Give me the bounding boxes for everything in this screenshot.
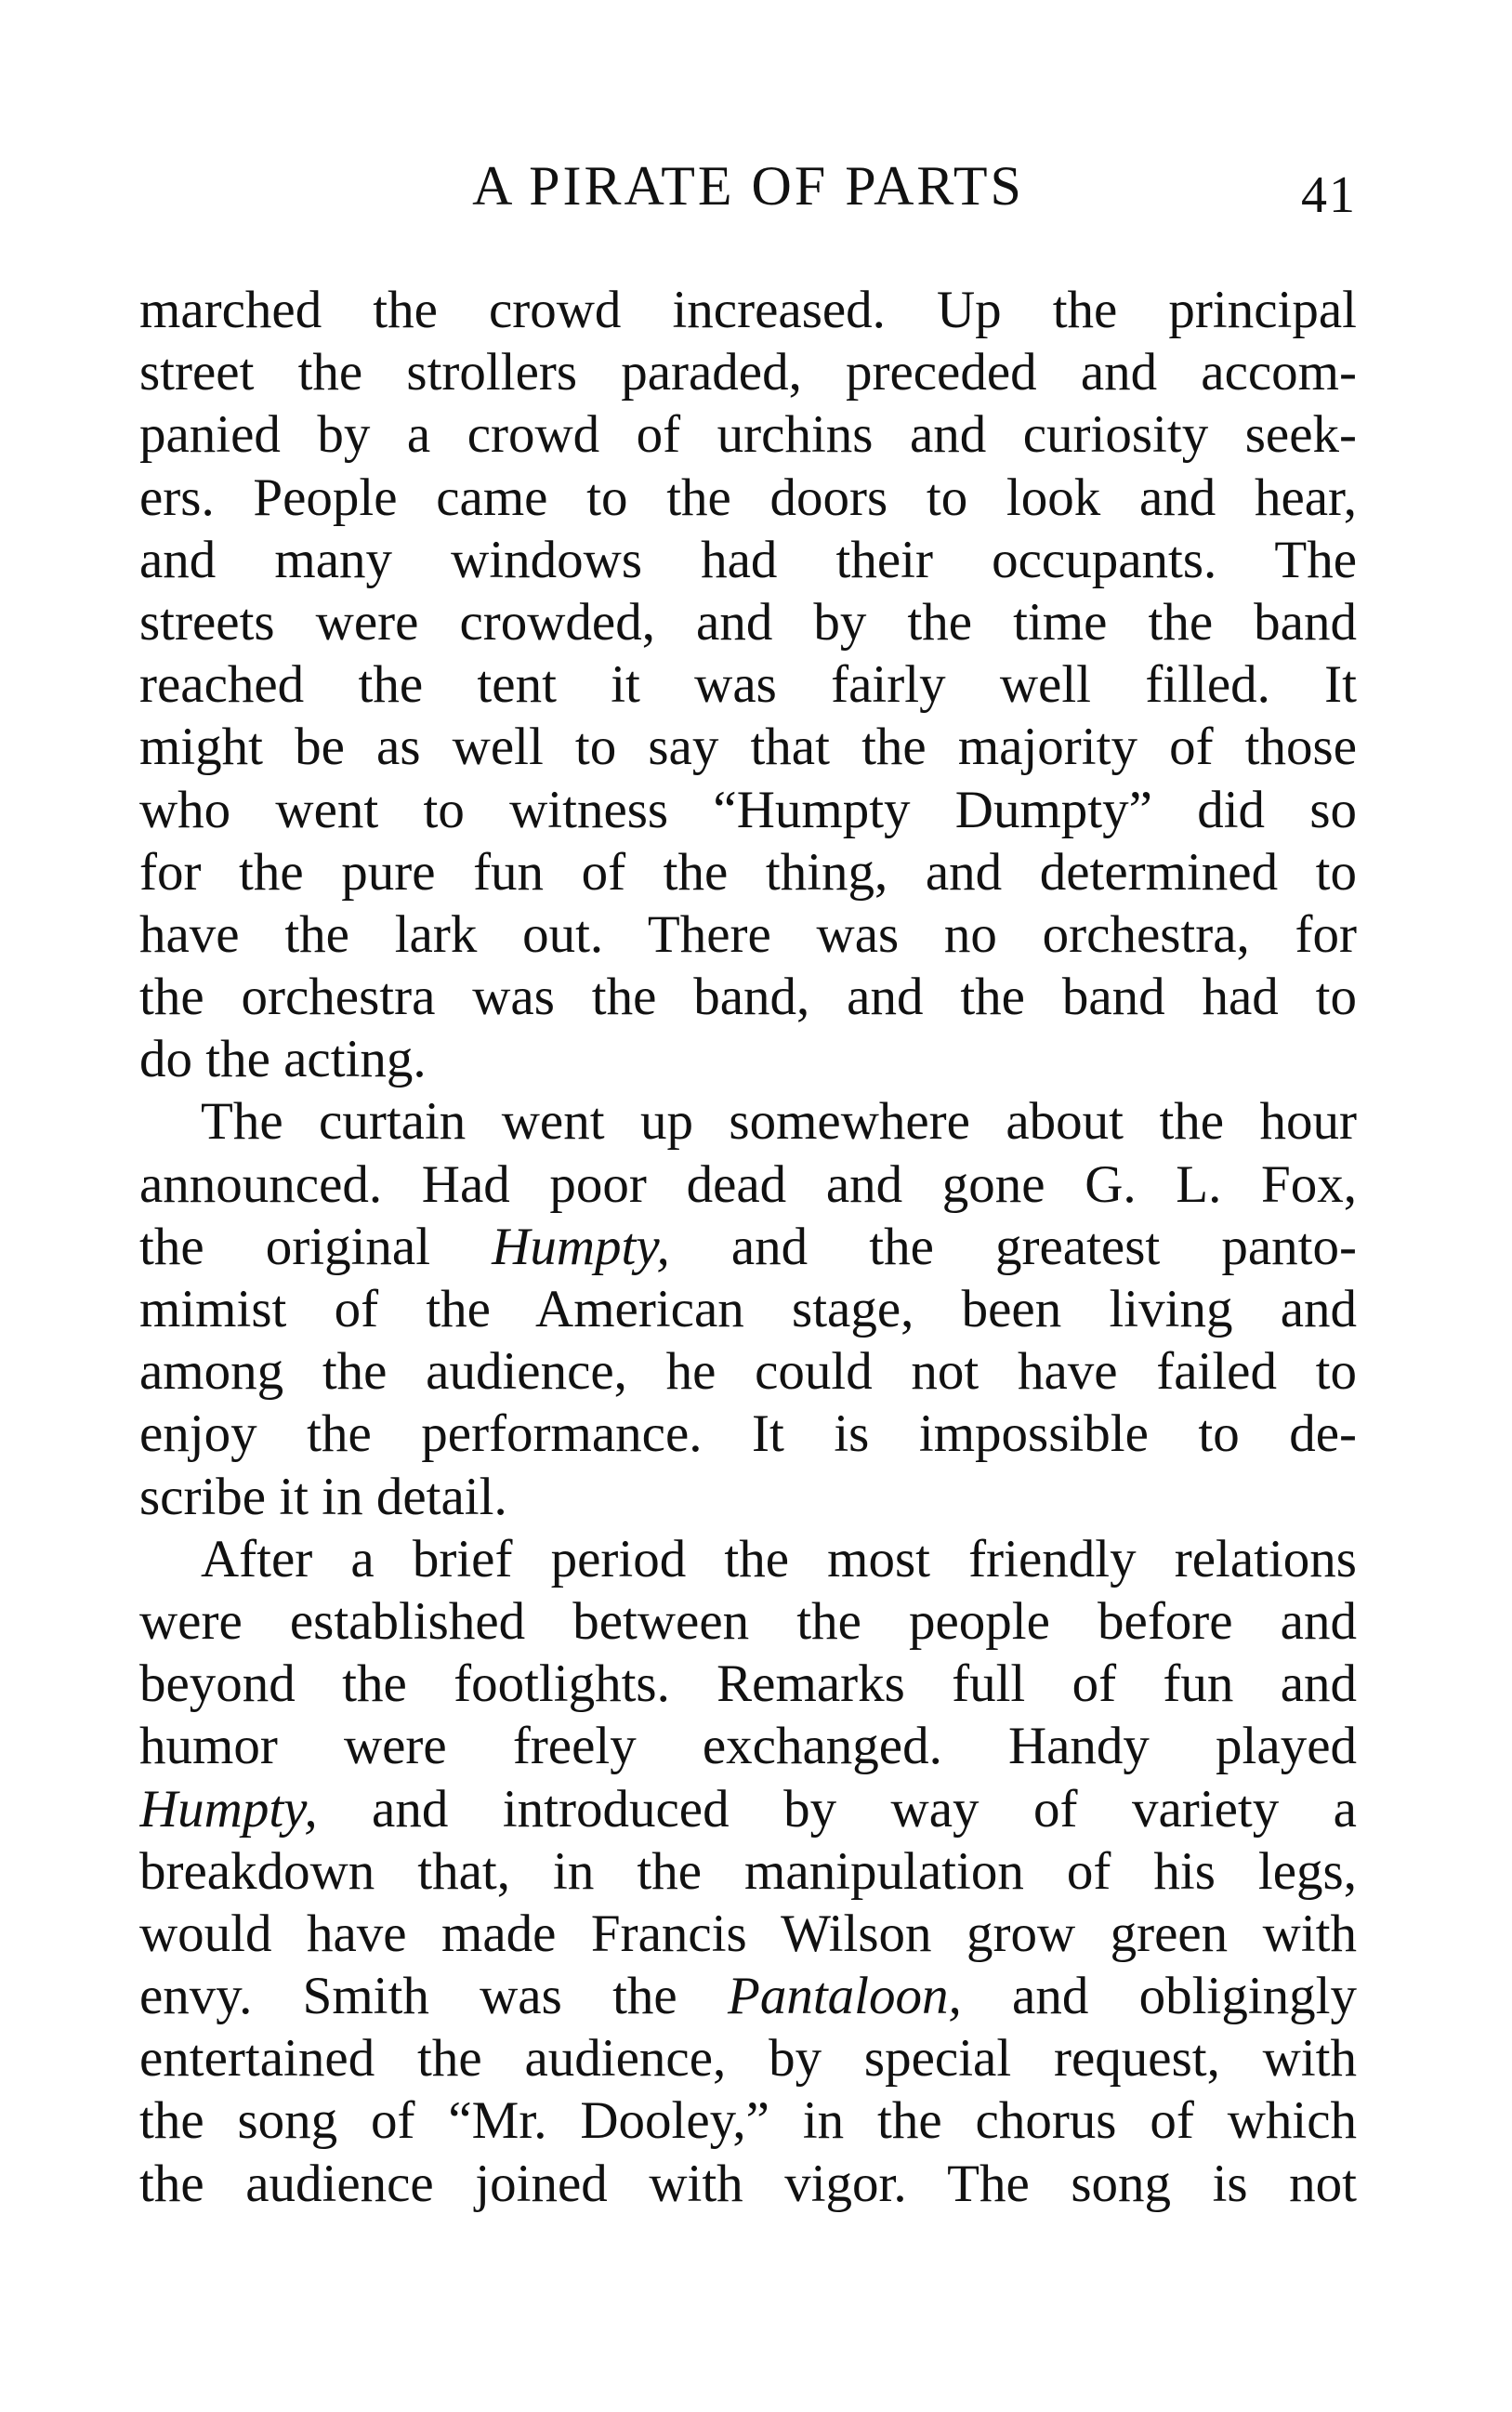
text-line: have the lark out. There was no orchestra, for [139,904,1357,964]
text-line: street the strollers paraded, preceded and accom- [139,343,1357,402]
line-text: envy. Smith was the [139,1967,729,2026]
text-line: would have made Francis Wilson grow green with [139,1904,1357,1963]
text-line: breakdown that, in the manipulation of his legs, [139,1841,1357,1901]
text-line: After a brief period the most friendly relations [201,1529,1357,1588]
line-text: and obligingly [961,1967,1357,2026]
body-text [139,279,1357,2215]
text-line: beyond the footlights. Remarks full of fun and [139,1654,1357,1714]
text-line [139,1778,1357,1840]
page-number: 41 [1301,166,1357,224]
text-line [139,1216,1357,1278]
text-line: the song of “Mr. Dooley,” in the chorus of which [139,2091,1357,2151]
text-line: reached the tent it was fairly well filled. It [139,655,1357,715]
text-line: panied by a crowd of urchins and curiosity seek- [139,405,1357,465]
italic-text: Humpty, [492,1217,670,1276]
text-line: marched the crowd increased. Up the principal [139,281,1357,339]
text-line: humor were freely exchanged. Handy played [139,1717,1357,1776]
text-line: announced. Had poor dead and gone G. L. Fox, [139,1154,1357,1214]
italic-text: Pantaloon, [728,1967,962,2026]
text-line: streets were crowded, and by the time the band [139,592,1357,652]
line-text: and the greatest panto- [669,1217,1357,1276]
text-line: entertained the audience, by special request, with [139,2029,1357,2089]
line-text: and introduced by way of variety a [317,1779,1357,1839]
running-title: A PIRATE OF PARTS [472,155,1024,217]
text-line: do the acting. [139,1030,427,1089]
text-line: enjoy the performance. It is impossible to de- [139,1404,1357,1464]
text-line: the orchestra was the band, and the band had to [139,968,1357,1027]
text-line: were established between the people before and [139,1591,1357,1651]
text-line [139,1965,1357,2027]
text-line: mimist of the American stage, been living and [139,1280,1357,1338]
text-line: who went to witness “Humpty Dumpty” did so [139,780,1357,839]
line-text: the original [139,1217,493,1276]
running-head [139,149,1357,223]
italic-text: Humpty, [139,1779,318,1839]
text-line: and many windows had their occupants. The [139,530,1357,589]
text-line: The curtain went up somewhere about the hour [201,1092,1357,1152]
text-line: for the pure fun of the thing, and determined to [139,842,1357,902]
text-line: ers. People came to the doors to look and hear, [139,468,1357,527]
text-line: the audience joined with vigor. The song is not [139,2154,1357,2213]
text-line: might be as well to say that the majority of those [139,718,1357,777]
text-line: among the audience, he could not have failed to [139,1342,1357,1402]
text-line: scribe it in detail. [139,1467,507,1526]
